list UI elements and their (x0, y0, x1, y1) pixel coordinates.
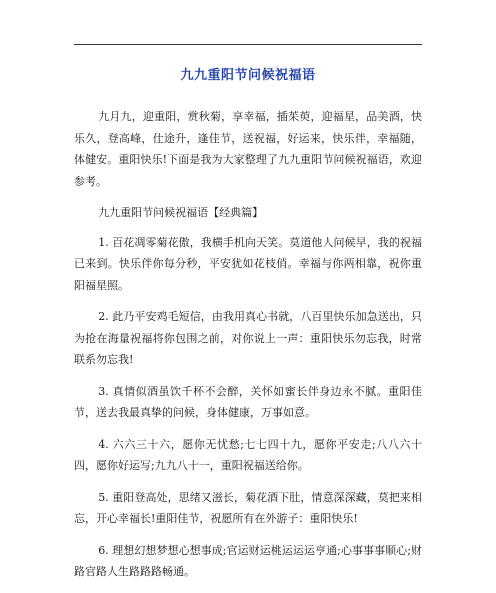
header-rule (74, 44, 422, 45)
document-title: 九九重阳节问候祝福语 (180, 68, 316, 83)
list-item: 4. 六六三十六，愿你无忧愁;七七四十九，愿你平安走;八八六十四，愿你好运写;九九八十一，重阳祝福送给你。 (74, 437, 422, 472)
list-item: 2. 此乃平安鸡毛短信，由我用真心书就，八百里快乐加急送出，只为抢在海量祝福将你包围之前，对你说上一声：重阳快乐勿忘我，时常联系勿忘我! (74, 310, 422, 366)
list-item: 3. 真情似酒虽饮千杯不会醉，关怀如蜜长伴身边永不腻。重阳佳节，送去我最真挚的问候，身体健康，万事如意。 (74, 384, 422, 419)
list-item: 1. 百花凋零菊花傲，我横手机向天笑。莫道他人问候早，我的祝福已来到。快乐伴你每分秒，平安犹如花枝俏。幸福与你两相靠，祝你重阳福星照。 (74, 235, 422, 292)
list-item: 6. 理想幻想梦想心想事成;官运财运桃运运运亨通;心事事事顺心;财路官路人生路路路畅通。 (74, 543, 422, 578)
document-body (74, 106, 422, 593)
list-item: 5. 重阳登高处，思绪又滋长，菊花酒下肚，情意深深藏，莫把来相忘，开心幸福长!重阳佳节，祝愿所有在外游子：重阳快乐! (74, 490, 422, 525)
section-heading: 九九重阳节问候祝福语【经典篇】 (98, 206, 264, 219)
intro-paragraph: 九月九，迎重阳，赏秋菊，享幸福，插茱萸，迎福星，品美酒，快乐久，登高峰，仕途升，逢佳节，送祝福，好运来，快乐伴，幸福随，体健安。重阳快乐!下面是我为大家整理了九九重阳节问候祝福语，欢迎参考。 (74, 110, 422, 188)
